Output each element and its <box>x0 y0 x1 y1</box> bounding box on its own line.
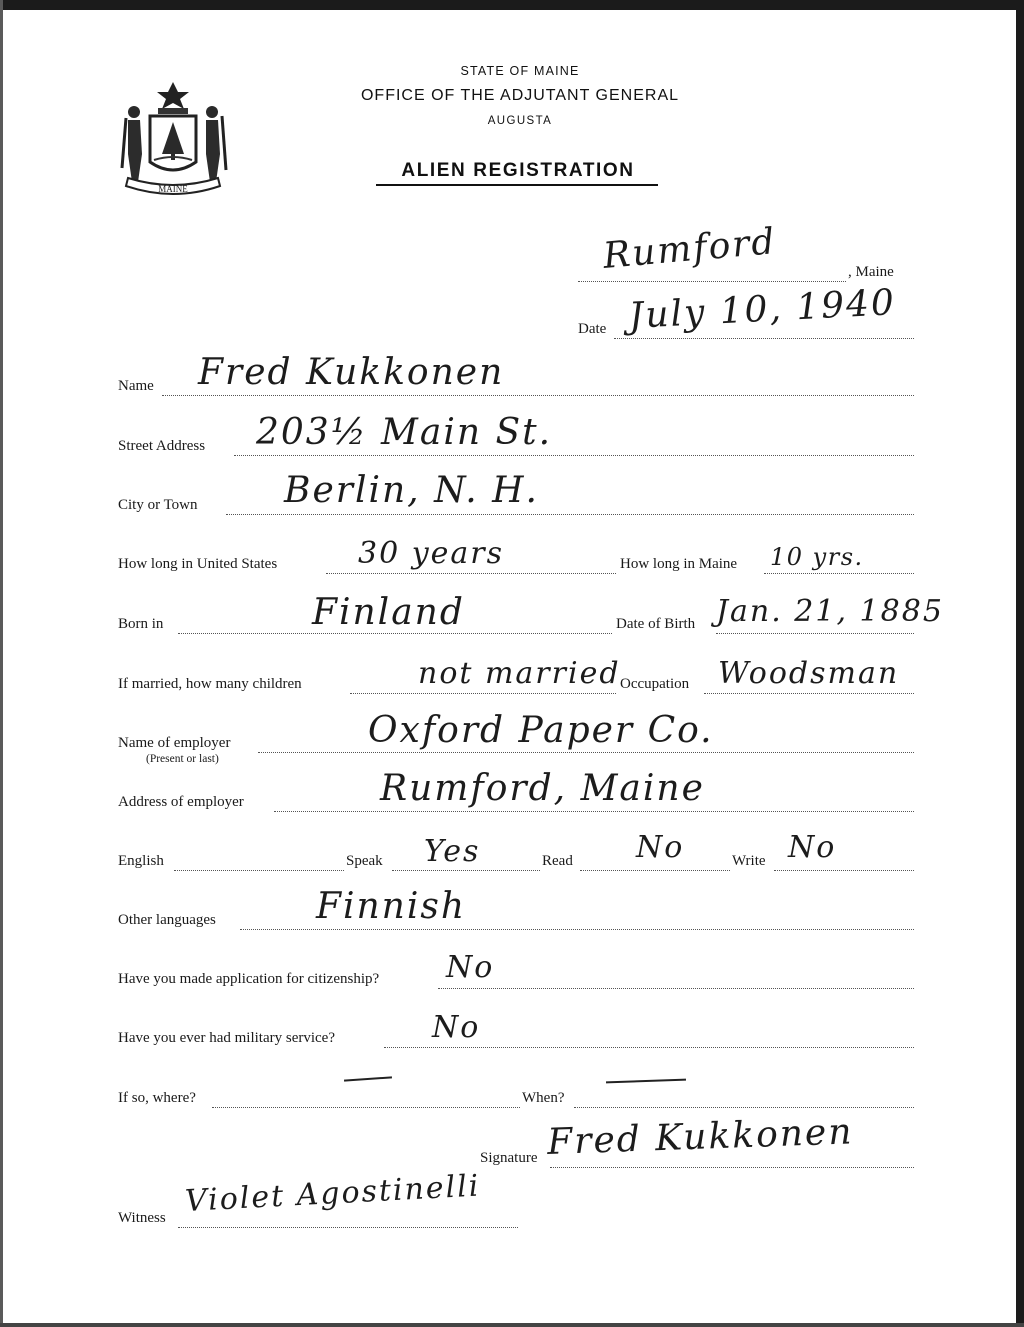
date-of-birth-line <box>716 633 914 634</box>
signature-label: Signature <box>480 1150 538 1166</box>
date-entry: July 10, 1940 <box>627 282 897 337</box>
read-entry: No <box>636 830 685 865</box>
married-children-line <box>350 693 616 694</box>
speak-label: Speak <box>346 853 383 869</box>
employer-name-entry: Oxford Paper Co. <box>368 710 714 751</box>
born-in-label: Born in <box>118 616 164 632</box>
street-address-label: Street Address <box>118 438 206 454</box>
header-office: OFFICE OF THE ADJUTANT GENERAL <box>360 87 680 104</box>
citizenship-entry: No <box>446 950 495 985</box>
occupation-label: Occupation <box>620 676 690 692</box>
other-languages-label: Other languages <box>118 912 216 928</box>
write-entry: No <box>788 830 837 865</box>
where-label: If so, where? <box>118 1090 196 1106</box>
signature-line <box>550 1167 914 1168</box>
write-line <box>774 870 914 871</box>
scan-border-bottom <box>0 1323 1024 1327</box>
state-of-maine-seal-icon <box>118 78 228 203</box>
employer-name-label: Name of employer <box>118 735 231 751</box>
where-dash-mark <box>344 1076 392 1081</box>
scan-border-top <box>0 0 1024 10</box>
date-of-birth-label: Date of Birth <box>616 616 696 632</box>
scan-border-right <box>1016 0 1024 1327</box>
when-label: When? <box>522 1090 565 1106</box>
military-label: Have you ever had military service? <box>118 1030 335 1046</box>
read-line <box>580 870 730 871</box>
where-line <box>212 1107 520 1108</box>
military-line <box>384 1047 914 1048</box>
form-title: ALIEN REGISTRATION <box>401 160 635 181</box>
city-label: City or Town <box>118 497 198 513</box>
english-line <box>174 870 344 871</box>
occupation-line <box>704 693 914 694</box>
street-address-line <box>234 455 914 456</box>
other-languages-line <box>240 929 914 930</box>
employer-address-line <box>274 811 914 812</box>
scan-border-left <box>0 0 3 1327</box>
how-long-us-line <box>326 573 616 574</box>
street-address-entry: 203½ Main St. <box>256 412 553 453</box>
how-long-maine-label: How long in Maine <box>620 556 738 572</box>
town-entry: Rumford <box>601 221 779 277</box>
employer-name-line <box>258 752 914 753</box>
write-label: Write <box>732 853 766 869</box>
citizenship-label: Have you made application for citizenship? <box>118 971 380 987</box>
name-label: Name <box>118 378 154 394</box>
english-label: English <box>118 853 164 869</box>
military-entry: No <box>432 1010 481 1045</box>
when-dash-mark <box>606 1079 686 1084</box>
header-city: AUGUSTA <box>487 115 553 127</box>
read-label: Read <box>542 853 573 869</box>
how-long-maine-entry: 10 yrs. <box>770 543 864 571</box>
born-in-line <box>178 633 612 634</box>
witness-label: Witness <box>118 1210 166 1226</box>
born-in-entry: Finland <box>312 592 465 633</box>
speak-entry: Yes <box>424 834 481 869</box>
city-entry: Berlin, N. H. <box>284 470 539 511</box>
employer-address-entry: Rumford, Maine <box>380 768 705 809</box>
citizenship-line <box>438 988 914 989</box>
name-line <box>162 395 914 396</box>
how-long-us-label: How long in United States <box>118 556 278 572</box>
maine-suffix-label: , Maine <box>848 264 894 280</box>
employer-name-note: (Present or last) <box>146 753 219 765</box>
svg-text:MAINE: MAINE <box>158 184 188 194</box>
name-entry: Fred Kukkonen <box>198 352 505 393</box>
how-long-maine-line <box>764 573 914 574</box>
header-state: STATE OF MAINE <box>460 64 580 78</box>
signature-entry: Fred Kukkonen <box>546 1111 855 1163</box>
how-long-us-entry: 30 years <box>358 536 505 571</box>
date-label: Date <box>578 321 607 337</box>
occupation-entry: Woodsman <box>718 656 900 691</box>
married-children-label: If married, how many children <box>118 676 302 692</box>
speak-line <box>392 870 540 871</box>
date-line <box>614 338 914 339</box>
title-underline <box>376 184 658 186</box>
witness-line <box>178 1227 518 1228</box>
when-line <box>574 1107 914 1108</box>
date-of-birth-entry: Jan. 21, 1885 <box>716 594 944 629</box>
town-line <box>578 281 846 282</box>
witness-entry: Violet Agostinelli <box>184 1168 482 1219</box>
city-line <box>226 514 914 515</box>
married-children-entry: not married <box>418 656 621 691</box>
employer-address-label: Address of employer <box>118 794 244 810</box>
other-languages-entry: Finnish <box>316 886 467 927</box>
